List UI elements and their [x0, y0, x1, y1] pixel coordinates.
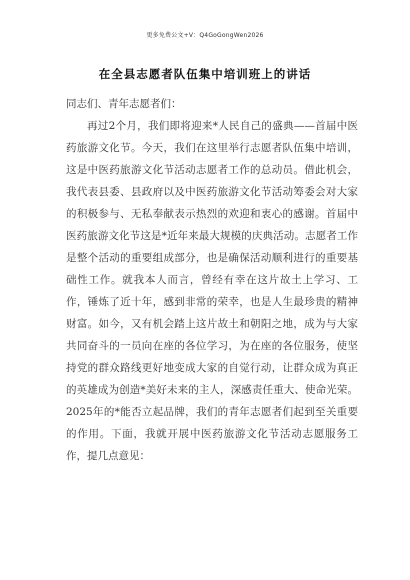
body-paragraph: 再过2个月，我们即将迎来*人民自己的盛典——首届中医药旅游文化节。今天，我们在这里举行志愿者队伍集中培训，这是中医药旅游文化节活动志愿者工作的总动员。借此机会，我代表县委、县政府以及中医药旅游文化节活动筹委会对大家的积极参与、无私奉献表示热烈的欢迎和衷心的感谢。首届中医药旅游文化节这是*近年来最大规模的庆典活动。志愿者工作是整个活动的重要组成部分，也是确保活动顺利进行的重要基础性工作。就我本人而言，曾经有幸在这片故土上学习、工作，锤炼了近十年，感到非常的荣幸，也是人生最珍贵的精神财富。如今，又有机会踏上这片故土和朝阳之地，成为与大家共同奋斗的一员向在座的各位学习，为在座的各位服务，使坚持党的群众路线更好地变成大家的自觉行动，让群众成为真正的英雄成为创造*美好未来的主人，深感责任重大、使命光荣。2025年的*能否立起品牌，我们的青年志愿者们起到至关重要的作用。下面，我就开展中医药旅游文化节活动志愿服务工作，提几点意见： — [66, 120, 358, 462]
document-body — [66, 93, 358, 467]
document-title: 在全县志愿者队伍集中培训班上的讲话 — [98, 67, 312, 81]
greeting: 同志们、青年志愿者们： — [66, 98, 182, 110]
header-note: 更多免费公文+V：Q4GoGongWen2026 — [146, 32, 264, 39]
